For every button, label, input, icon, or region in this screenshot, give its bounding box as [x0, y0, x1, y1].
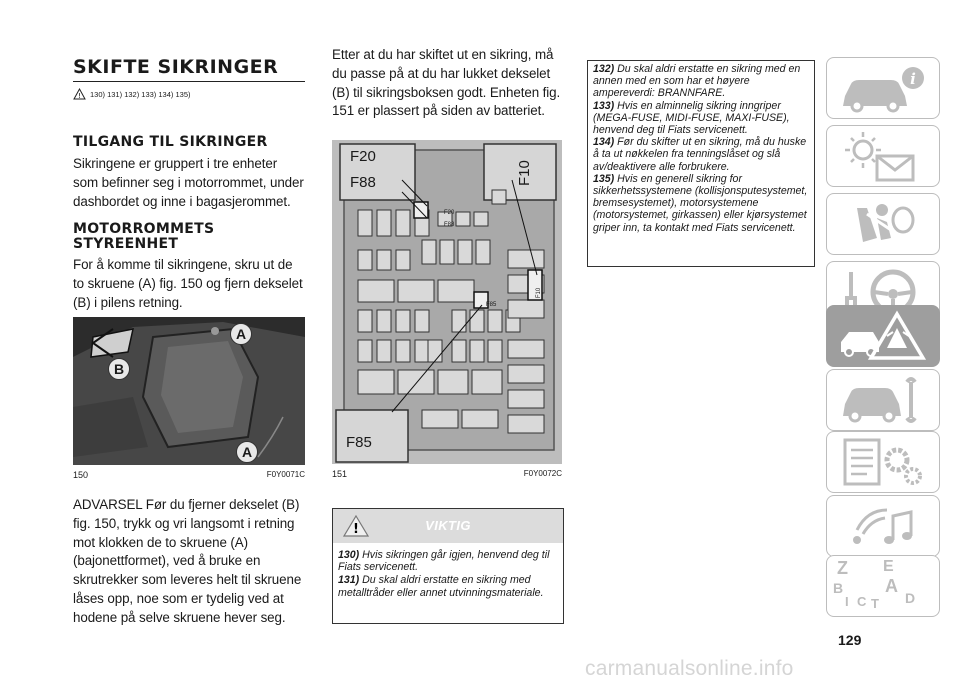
label-f85: F85: [346, 434, 372, 451]
index-letter: B: [833, 580, 844, 596]
engine-unit-text: For å komme til sikringene, skru ut de to skruene (A) fig. 150 og fjern dekselet (B) i pilens retning.: [73, 257, 303, 310]
important-title: VIKTIG: [425, 518, 471, 533]
figure-150-label-b: B: [108, 358, 130, 380]
index-letter: A: [885, 576, 898, 596]
chapter-tab-index[interactable]: [826, 555, 940, 617]
important-box: [332, 508, 564, 624]
chapter-tab-technical-data[interactable]: [826, 431, 940, 493]
car-wrench-icon: [827, 370, 939, 430]
figure-150-label-a-top: A: [230, 323, 252, 345]
emergency-triangle-icon: [827, 306, 939, 366]
note-133: 133) Hvis en alminnelig sikring inngriper (MEGA-FUSE, MIDI-FUSE, MAXI-FUSE), henvend deg til Fiats servicenett.: [593, 99, 790, 137]
index-letter: E: [883, 558, 894, 575]
access-text: Sikringene er gruppert i tre enheter som befinner seg i motorrommet, under dashbordet og inne i bagasjerommet.: [73, 156, 304, 209]
figure-150-image: [73, 317, 305, 465]
page-title: SKIFTE SIKRINGER: [73, 56, 279, 78]
label-f20-small: F20: [444, 210, 455, 216]
note-131: 131) Du skal aldri erstatte en sikring med metalltråder eller annet utvinningsmateriale.: [338, 574, 544, 599]
note-134: 134) Før du skifter ut en sikring, må du huske å ta ut nøkkelen fra tenningslåset og slå av/deaktivere alle forbrukere.: [593, 136, 807, 173]
chapter-tab-safety[interactable]: [826, 193, 940, 255]
figure-151-code: F0Y0072C: [523, 469, 562, 478]
index-letter: C: [857, 594, 867, 609]
car-info-icon: [827, 58, 939, 118]
warning-triangle-icon: [73, 88, 86, 100]
important-header: [333, 509, 563, 543]
note-135: 135) Hvis en generell sikring for sikkerhetssystemene (kollisjonsputesystemet, bremsesystemet), motorsystemene (motorsystemet, girkassen) eller kjørsystemet griper inn, ta kontakt med Fiats servicenett.: [593, 172, 808, 234]
label-f20: F20: [350, 148, 376, 165]
svg-text:i: i: [910, 70, 916, 88]
heading-access: TILGANG TIL SIKRINGER: [73, 134, 268, 150]
warning-references: [73, 88, 305, 100]
note-132: 132) Du skal aldri erstatte en sikring med en annen med en som har et høyere ampereverdi: BRANNFARE.: [593, 63, 801, 100]
watermark: carmanualsonline.info: [585, 657, 794, 680]
figure-150-code: F0Y0071C: [266, 470, 305, 479]
figure-151-number: 151: [332, 469, 348, 479]
svg-text:!: !: [78, 92, 81, 100]
figure-150-label-a-bottom: A: [236, 441, 258, 463]
chapter-tab-maintenance[interactable]: [826, 369, 940, 431]
label-f88-small: F88: [444, 222, 455, 228]
notes-box-right: [587, 60, 815, 267]
figure-150-caption: [73, 469, 305, 480]
specs-gears-icon: [827, 432, 939, 492]
replacement-text: Etter at du har skiftet ut en sikring, må du passe på at du har lukket dekselet (B) til sikringsboksen godt. Enheten fig. 151 er plassert på siden av batteriet.: [332, 47, 561, 119]
title-divider: [73, 81, 305, 82]
airbag-seat-icon: [827, 194, 939, 254]
svg-text:!: !: [353, 522, 359, 537]
figure-151-image: [332, 140, 562, 464]
alphabetic-index-icon: [827, 556, 939, 616]
label-f88: F88: [350, 174, 376, 191]
chapter-tab-dashboard[interactable]: [826, 125, 940, 187]
reference-numbers: 130) 131) 132) 133) 134) 135): [90, 90, 191, 99]
chapter-tab-multimedia[interactable]: [826, 495, 940, 557]
index-letter: T: [871, 596, 879, 611]
figure-150-number: 150: [73, 470, 89, 480]
multimedia-music-icon: [827, 496, 939, 556]
chapter-tab-knowing-car[interactable]: [826, 57, 940, 119]
lights-mail-icon: [827, 126, 939, 186]
heading-engine-unit: MOTORROMMETS STYREENHET: [73, 221, 215, 253]
index-letter: Z: [837, 558, 848, 578]
label-f85-small: F85: [486, 302, 497, 308]
note-130: 130) Hvis sikringen går igjen, henvend deg til Fiats servicenett.: [338, 549, 550, 574]
index-letter: I: [845, 594, 849, 609]
chapter-tab-emergency[interactable]: [826, 305, 940, 367]
warning-paragraph: ADVARSEL Før du fjerner dekselet (B) fig. 150, trykk og vri langsomt i retning mot klokken de to skruene (A) (bajonettformet), ved å bruke en skrutrekker som leveres helt til skruene låses opp, noe som er tydelig ved at hodene på selve skruene hever seg.: [73, 497, 302, 625]
page-number: 129: [838, 632, 862, 648]
label-f10-small: F10: [536, 287, 543, 299]
section-access: [73, 135, 305, 313]
label-f10: F10: [516, 160, 533, 186]
figure-151-caption: [332, 469, 562, 479]
index-letter: D: [905, 590, 916, 606]
